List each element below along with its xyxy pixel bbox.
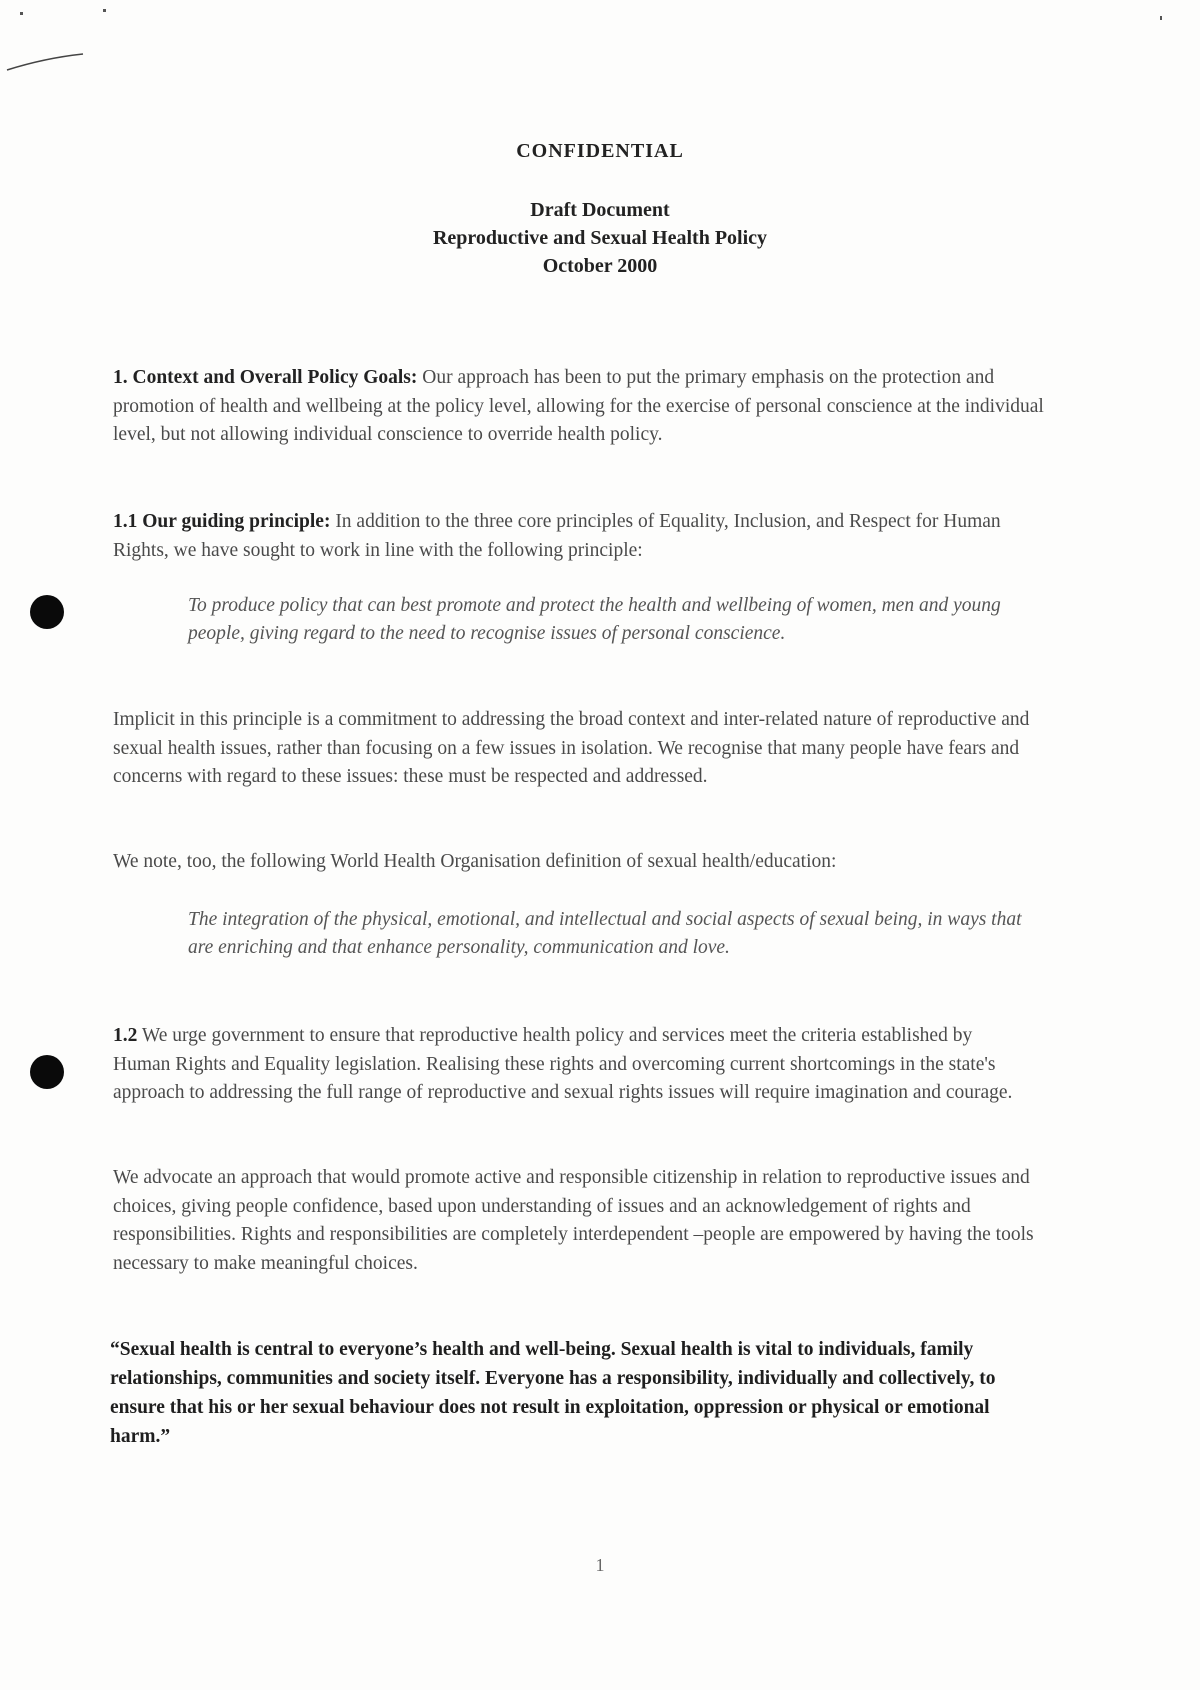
- implicit-paragraph: Implicit in this principle is a commitment to addressing the broad context and inter-related nature of reproductive and sexual health issues, rather than focusing on a few issues in isolation. We recognise that many people have fears and concerns with regard to these issues: these must be respected and addressed.: [113, 709, 1030, 787]
- pen-stroke: [5, 50, 85, 75]
- section-1-2-paragraph: [113, 1022, 1013, 1108]
- who-definition-quote: The integration of the physical, emotional, and intellectual and social aspects of sexual being, in ways that are enriching and that enhance personality, communication and love.: [188, 909, 1022, 958]
- scan-speck: [103, 9, 106, 12]
- section-1-1-heading: 1.1 Our guiding principle:: [113, 511, 331, 532]
- advocate-paragraph: We advocate an approach that would promote active and responsible citizenship in relation to reproductive issues and choices, giving people confidence, based upon understanding of issues and an acknowledgement of rights and responsibilities. Rights and responsibilities are completely interdependent –people are empowered by having the tools necessary to make meaningful choices.: [113, 1167, 1034, 1274]
- document-title-block: [0, 196, 1200, 280]
- punch-hole: [30, 595, 64, 629]
- who-intro: We note, too, the following World Health Organisation definition of sexual health/education:: [113, 851, 837, 872]
- scan-speck: [1160, 16, 1162, 20]
- policy-title: Reproductive and Sexual Health Policy: [432, 227, 768, 249]
- section-1-1-paragraph: [113, 508, 1058, 565]
- page-number: 1: [595, 1555, 605, 1575]
- section-1-2-text: We urge government to ensure that reproductive health policy and services meet the criteria established by Human Rights and Equality legislation. Realising these rights and overcoming current shortcomings in the state's approach to addressing the full range of reproductive and sexual rights issues will require imagination and courage.: [113, 1025, 1013, 1103]
- confidential-label: CONFIDENTIAL: [516, 140, 684, 162]
- draft-label: Draft Document: [530, 199, 670, 221]
- section-1-text: Our approach has been to put the primary emphasis on the protection and promotion of health and wellbeing at the policy level, allowing for the exercise of personal conscience at the individual level, but not allowing individual conscience to override health policy.: [113, 367, 1044, 445]
- scan-speck: [20, 12, 23, 15]
- section-1-1-text: In addition to the three core principles of Equality, Inclusion, and Respect for Human Rights, we have sought to work in line with the following principle:: [113, 511, 1001, 561]
- closing-quote: “Sexual health is central to everyone’s health and well-being. Sexual health is vital to individuals, family relationships, communities and society itself. Everyone has a responsibility, individually and collectively, to ensure that his or her sexual behaviour does not result in exploitation, oppression or physical or emotional harm.”: [110, 1339, 996, 1447]
- document-date: October 2000: [542, 255, 658, 277]
- section-1-heading: 1. Context and Overall Policy Goals:: [113, 367, 418, 388]
- section-1-paragraph: [113, 364, 1058, 450]
- section-1-2-heading: 1.2: [113, 1025, 138, 1046]
- guiding-principle-quote: To produce policy that can best promote and protect the health and wellbeing of women, men and young people, giving regard to the need to recognise issues of personal conscience.: [188, 595, 1001, 644]
- punch-hole: [30, 1055, 64, 1089]
